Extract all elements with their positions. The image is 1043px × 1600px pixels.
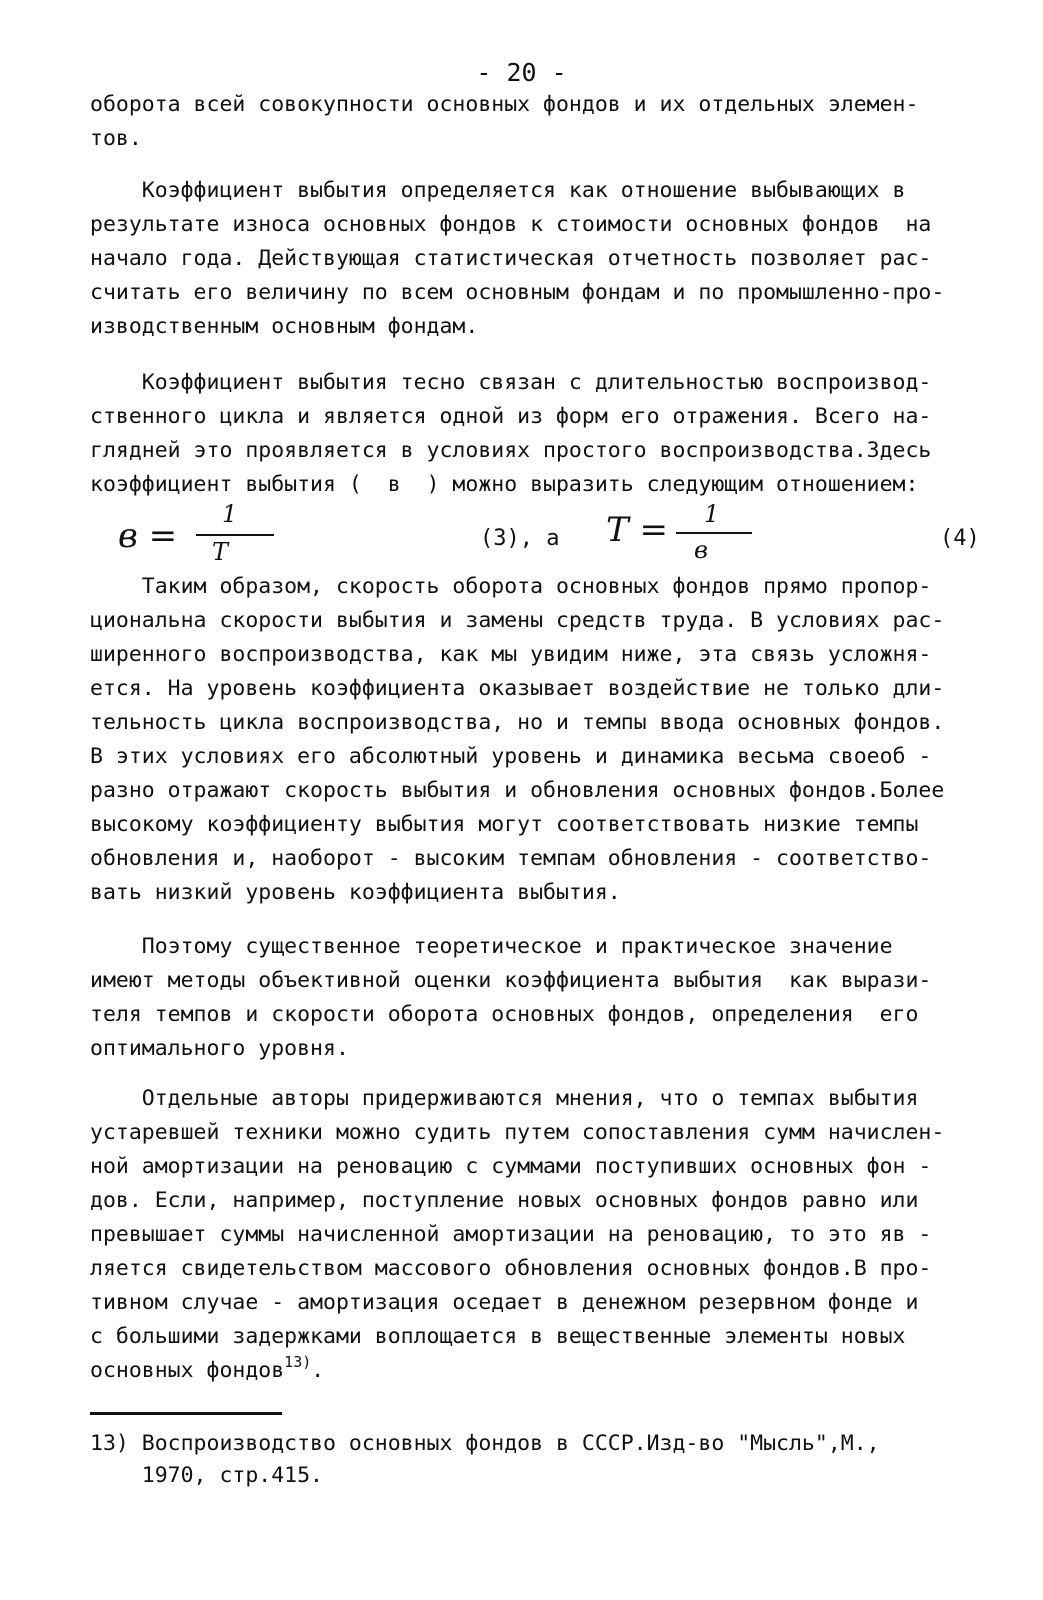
page-number: - 20 - — [476, 58, 567, 87]
paragraph-reproduction-cycle: Коэффициент выбытия тесно связан с длительностью воспроизвод- ственного цикла и является одной из форм его отражения. Всего на- глядней это проявляется в условиях простого воспроизводства.Здесь коэффициент выбытия ( в ) можно выразить следующим отношением: — [90, 370, 932, 497]
formula-1-number: (3), а — [480, 526, 560, 551]
paragraph-continuation: оборота всей совокупности основных фондов и их отдельных элемен- тов. — [90, 92, 919, 151]
paragraph-authors-opinion-end: . — [311, 1358, 325, 1383]
formula-2-denominator: в — [694, 536, 708, 564]
formula-block — [0, 500, 1043, 580]
formula-2-numerator: 1 — [704, 500, 720, 528]
paragraph-authors-opinion-text: Отдельные авторы придерживаются мнения, что о темпах выбытия устаревшей техники можно судить путем сопоставления сумм начислен- ной амортизации на реновацию с суммами поступивших основных фон - дов. Если, например, поступление новых основных фондов равно или превышает суммы начисленной амортизации на реновацию, то это яв - ляется свидетельством массового обновления основных фондов.В про- тивном случае - амортизация оседает в денежном резервном фонде и с большими задержками воплощается в вещественные элементы новых основных фондов — [90, 1086, 945, 1383]
paragraph-authors-opinion — [90, 1082, 990, 1389]
formula-2-fraction-bar — [676, 532, 752, 534]
formula-1-fraction-bar — [196, 534, 274, 536]
formula-2-number: (4) — [940, 526, 980, 551]
paragraph-methods: Поэтому существенное теоретическое и практическое значение имеют методы объективной оценки коэффициента выбытия как вырази- теля темпов и скорости оборота основных фондов, определения его оптимального уровня. — [90, 934, 932, 1061]
footnote-reference: 13) — [284, 1353, 312, 1371]
footnote-separator — [90, 1412, 282, 1415]
paragraph-disposal-definition: Коэффициент выбытия определяется как отношение выбывающих в результате износа основных фондов к стоимости основных фондов на начало года. Действующая статистическая отчетность позволяет рас- считать его величину по всем основным фондам и по промышленно-про- изводственным основным фондам. — [90, 178, 945, 339]
formula-1-denominator: T — [212, 538, 229, 566]
paragraph-turnover-speed: Таким образом, скорость оборота основных фондов прямо пропор- циональна скорости выбытия и замены средств труда. В условиях рас- ширенного воспроизводства, как мы увидим ниже, эта связь усложня- ется. На уровень коэффициента оказывает воздействие не только дли- тельность цикла воспроизводства, но и темпы ввода основных фондов. В этих условиях его абсолютный уровень и динамика весьма своеоб - разно отражают скорость выбытия и обновления основных фондов.Более высокому коэффициенту выбытия могут соответствовать низкие темпы обновления и, наоборот - высоким темпам обновления - соответство- вать низкий уровень коэффициента выбытия. — [90, 574, 945, 905]
formula-2-lhs: T = — [606, 510, 668, 550]
footnote: 13) Воспроизводство основных фондов в СССР.Изд-во "Мысль",М., 1970, стр.415. — [90, 1431, 880, 1488]
formula-1-lhs: в = — [118, 516, 178, 556]
formula-1-numerator: 1 — [222, 500, 238, 528]
